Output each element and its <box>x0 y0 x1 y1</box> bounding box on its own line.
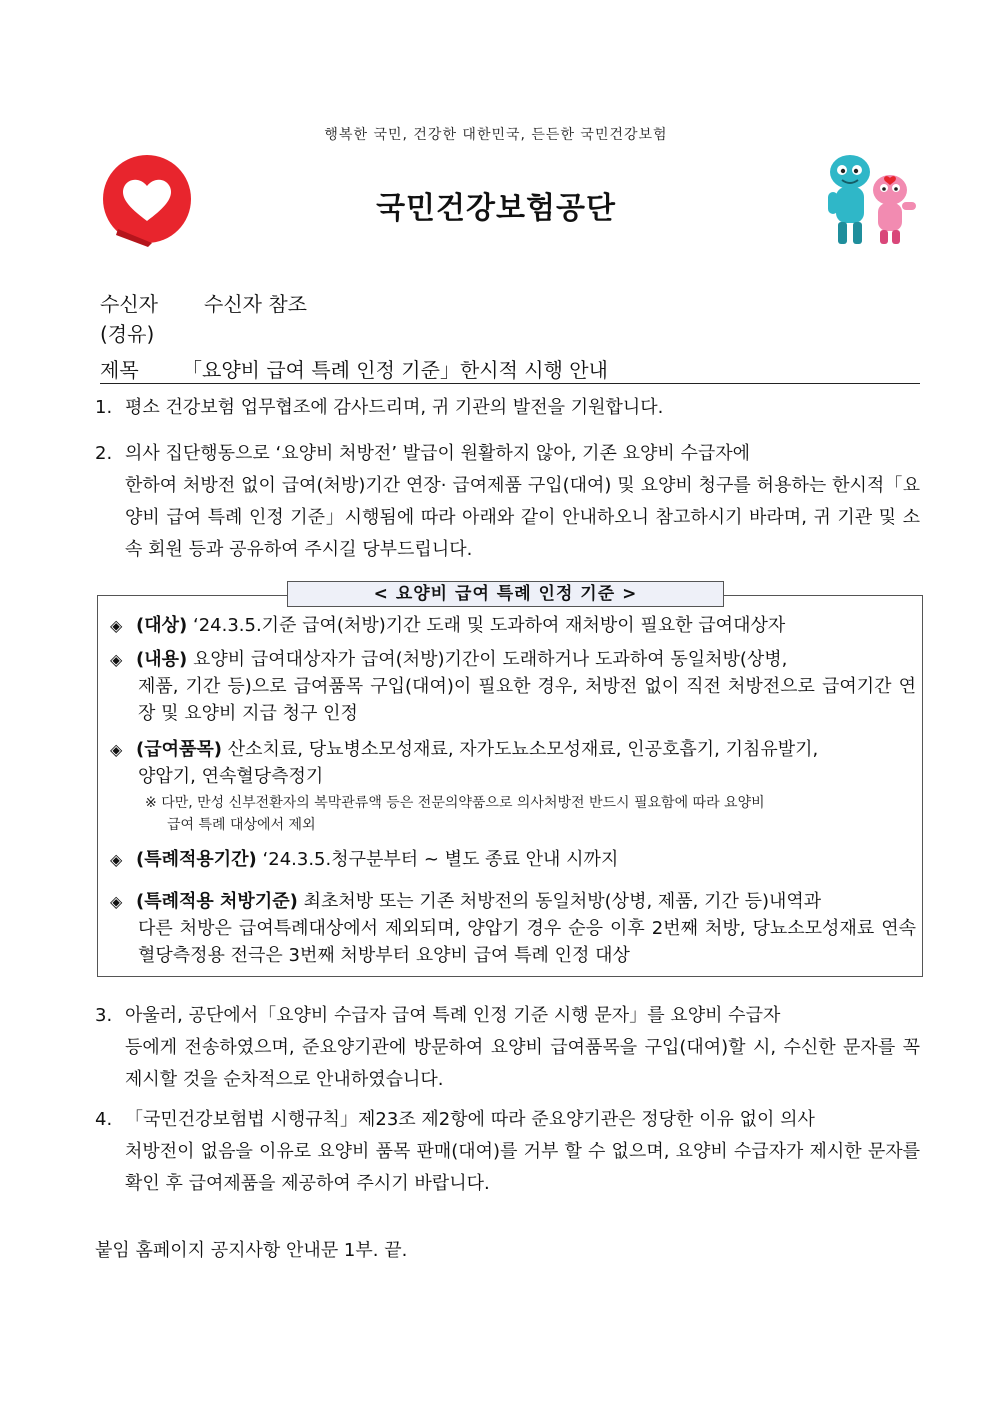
subject-label: 제목 <box>100 358 139 382</box>
paragraph-4 <box>95 1104 920 1200</box>
note-text: 다만, 만성 신부전환자의 복막관류액 등은 전문의약품으로 의사처방전 반드시 필요함에 따라 요양비 <box>161 795 765 811</box>
paragraph-number: 3. <box>95 1005 113 1026</box>
paragraph-text: 평소 건강보험 업무협조에 감사드리며, 귀 기관의 발전을 기원합니다. <box>125 397 664 418</box>
paragraph-continuation: 한하여 처방전 없이 급여(처방)기간 연장· 급여제품 구입(대여) 및 요양비 청구를 허용하는 한시적「요양비 급여 특례 인정 기준」시행됨에 따라 아래와 같이 안내하오니 참고하시기 바라며, 귀 기관 및 소속 회원 등과 공유하여 주시길 당부드립니다. <box>125 475 920 560</box>
via-label: (경유) <box>100 322 155 346</box>
paragraph-continuation: 등에게 전송하였으며, 준요양기관에 방문하여 요양비 급여품목을 구입(대여)할 시, 수신한 문자를 꼭 제시할 것을 순차적으로 안내하였습니다. <box>125 1037 920 1090</box>
criteria-label: (특례적용기간) <box>136 849 257 870</box>
slogan: 행복한 국민, 건강한 대한민국, 든든한 국민건강보험 <box>324 127 668 143</box>
paragraph-continuation: 처방전이 없음을 이유로 요양비 품목 판매(대여)를 거부 할 수 없으며, 요양비 수급자가 제시한 문자를 확인 후 급여제품을 제공하여 주시기 바랍니다. <box>125 1141 920 1194</box>
paragraph-number: 1. <box>95 397 113 418</box>
recipient-label: 수신자 <box>100 292 158 316</box>
criteria-label: (특례적용 처방기준) <box>136 891 298 912</box>
paragraph-number: 2. <box>95 443 113 464</box>
criteria-item-content <box>110 646 916 727</box>
mascot-characters-icon <box>820 150 920 250</box>
criteria-item-prescription <box>110 888 916 969</box>
recipient-row <box>100 288 307 317</box>
criteria-continuation: 양압기, 연속혈당측정기 <box>138 766 324 787</box>
attachment-note: 붙임 홈페이지 공지사항 안내문 1부. 끝. <box>95 1240 408 1261</box>
criteria-label: (대상) <box>136 615 188 636</box>
paragraph-text: 아울러, 공단에서「요양비 수급자 급여 특례 인정 기준 시행 문자」를 요양비 수급자 <box>125 1005 781 1026</box>
paragraph-3 <box>95 1000 920 1096</box>
organization-title: 국민건강보험공단 <box>376 191 616 226</box>
recipient-value: 수신자 참조 <box>204 292 307 316</box>
diamond-bullet-icon: ◈ <box>110 850 123 869</box>
criteria-text: ‘24.3.5.청구분부터 ~ 별도 종료 안내 시까지 <box>262 849 619 870</box>
diamond-bullet-icon: ◈ <box>110 892 123 911</box>
criteria-text: 요양비 급여대상자가 급여(처방)기간이 도래하거나 도과하여 동일처방(상병, <box>192 649 788 670</box>
criteria-item-target <box>110 612 916 639</box>
paragraph-1 <box>95 392 920 424</box>
criteria-label: (급여품목) <box>136 739 223 760</box>
subject-value: 「요양비 급여 특례 인정 기준」한시적 시행 안내 <box>182 358 608 382</box>
note-continuation: 급여 특례 대상에서 제외 <box>167 817 316 833</box>
paragraph-number: 4. <box>95 1109 113 1130</box>
via-row <box>100 318 154 347</box>
criteria-text: ‘24.3.5.기준 급여(처방)기간 도래 및 도과하여 재처방이 필요한 급여대상자 <box>192 615 786 636</box>
criteria-text: 산소치료, 당뇨병소모성재료, 자가도뇨소모성재료, 인공호흡기, 기침유발기, <box>227 739 819 760</box>
subject-divider <box>100 383 920 384</box>
criteria-box-title: < 요양비 급여 특례 인정 기준 > <box>287 581 724 607</box>
subject-row <box>100 354 608 383</box>
criteria-item-period <box>110 846 916 873</box>
note-mark: ※ <box>145 795 157 811</box>
criteria-note <box>145 792 916 836</box>
criteria-text: 최초처방 또는 기존 처방전의 동일처방(상병, 제품, 기간 등)내역과 <box>303 891 822 912</box>
paragraph-text: 의사 집단행동으로 ‘요양비 처방전’ 발급이 원활하지 않아, 기존 요양비 수급자에 <box>125 443 751 464</box>
diamond-bullet-icon: ◈ <box>110 740 123 759</box>
diamond-bullet-icon: ◈ <box>110 616 123 635</box>
diamond-bullet-icon: ◈ <box>110 650 123 669</box>
criteria-continuation: 다른 처방은 급여특례대상에서 제외되며, 양압기 경우 순응 이후 2번째 처방, 당뇨소모성재료 연속혈당측정용 전극은 3번째 처방부터 요양비 급여 특례 인정 대상 <box>138 918 916 966</box>
paragraph-text: 「국민건강보험법 시행규칙」제23조 제2항에 따라 준요양기관은 정당한 이유 없이 의사 <box>125 1109 815 1130</box>
criteria-item-products <box>110 736 916 790</box>
criteria-label: (내용) <box>136 649 188 670</box>
criteria-continuation: 제품, 기간 등)으로 급여품목 구입(대여)이 필요한 경우, 처방전 없이 직전 처방전으로 급여기간 연장 및 요양비 지급 청구 인정 <box>138 676 916 724</box>
paragraph-2 <box>95 438 920 566</box>
